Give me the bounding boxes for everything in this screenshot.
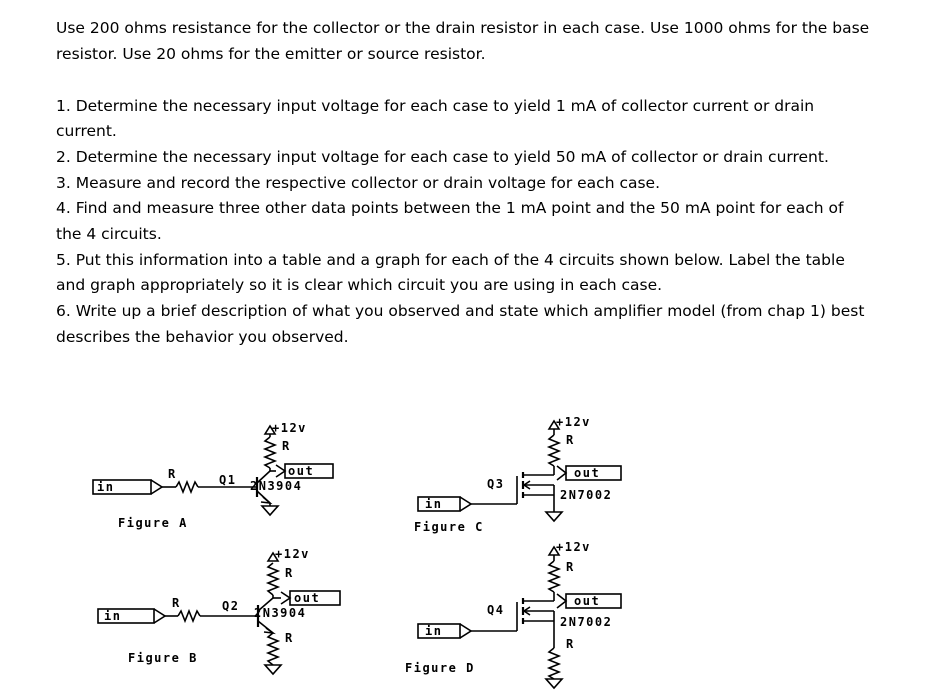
collector-resistor-label-a: R <box>282 439 291 453</box>
figure-d-caption: Figure D <box>405 661 475 675</box>
step-6-line-2: describes the behavior you observed. <box>56 328 349 346</box>
collector-resistor-b <box>268 563 278 595</box>
input-arrow-d <box>460 624 471 638</box>
output-label-d: out <box>574 594 601 608</box>
drain-resistor-d <box>549 561 559 592</box>
part-label-b: 2N3904 <box>254 606 307 620</box>
figure-b-caption: Figure B <box>128 651 198 665</box>
step-3: 3. Measure and record the respective collector or drain voltage for each case. <box>56 174 661 192</box>
transistor-label-q4: Q4 <box>487 603 505 617</box>
input-arrow-c <box>460 497 471 511</box>
input-label-b: in <box>104 609 122 623</box>
ground-b <box>265 665 281 674</box>
base-resistor-label-b: R <box>172 596 181 610</box>
supply-label-c: +12v <box>556 415 591 429</box>
base-resistor-a <box>176 482 198 492</box>
part-label-a: 2N3904 <box>250 479 303 493</box>
ground-d <box>546 679 562 688</box>
step-1-line-1: 1. Determine the necessary input voltage for each case to yield 1 mA of collector current or drain <box>56 97 815 115</box>
transistor-label-q1: Q1 <box>219 473 237 487</box>
supply-label-b: +12v <box>275 547 310 561</box>
source-resistor-label-d: R <box>566 637 575 651</box>
drain-resistor-label-c: R <box>566 433 575 447</box>
output-label-a: out <box>288 464 315 478</box>
emitter-resistor-label-b: R <box>285 631 294 645</box>
part-label-d: 2N7002 <box>560 615 613 629</box>
output-label-c: out <box>574 466 601 480</box>
base-resistor-label-a: R <box>168 467 177 481</box>
transistor-label-q3: Q3 <box>487 477 505 491</box>
collector-resistor-a <box>265 437 275 468</box>
ground-c <box>546 512 562 521</box>
drain-resistor-label-d: R <box>566 560 575 574</box>
figure-c-caption: Figure C <box>414 520 484 534</box>
collector-resistor-label-b: R <box>285 566 294 580</box>
step-2: 2. Determine the necessary input voltage for each case to yield 50 mA of collector or drain current. <box>56 148 829 166</box>
intro-line-1: Use 200 ohms resistance for the collector or the drain resistor in each case. Use 1000 ohms for the base <box>56 19 870 37</box>
source-resistor-d <box>549 648 559 679</box>
step-5-line-1: 5. Put this information into a table and a graph for each of the 4 circuits shown below. Label the table <box>56 251 845 269</box>
input-label-a: in <box>97 480 115 494</box>
step-1-line-2: current. <box>56 122 117 140</box>
figure-a-caption: Figure A <box>118 516 188 530</box>
step-5-line-2: and graph appropriately so it is clear which circuit you are using in each case. <box>56 276 663 294</box>
output-label-b: out <box>294 591 321 605</box>
ground-a <box>262 506 278 515</box>
drain-resistor-c <box>549 435 559 466</box>
intro-line-2: resistor. Use 20 ohms for the emitter or source resistor. <box>56 45 486 63</box>
part-label-c: 2N7002 <box>560 488 613 502</box>
supply-label-a: +12v <box>272 421 307 435</box>
input-arrow-a <box>151 480 162 494</box>
step-4-line-1: 4. Find and measure three other data points between the 1 mA point and the 50 mA point for each of <box>56 199 844 217</box>
step-6-line-1: 6. Write up a brief description of what you observed and state which amplifier model (from chap 1) best <box>56 302 865 320</box>
input-arrow-b <box>154 609 165 623</box>
supply-label-d: +12v <box>556 540 591 554</box>
step-4-line-2: the 4 circuits. <box>56 225 162 243</box>
transistor-label-q2: Q2 <box>222 599 240 613</box>
base-resistor-b <box>178 611 200 621</box>
input-label-d: in <box>425 624 443 638</box>
input-label-c: in <box>425 497 443 511</box>
emitter-resistor-b <box>268 633 278 665</box>
